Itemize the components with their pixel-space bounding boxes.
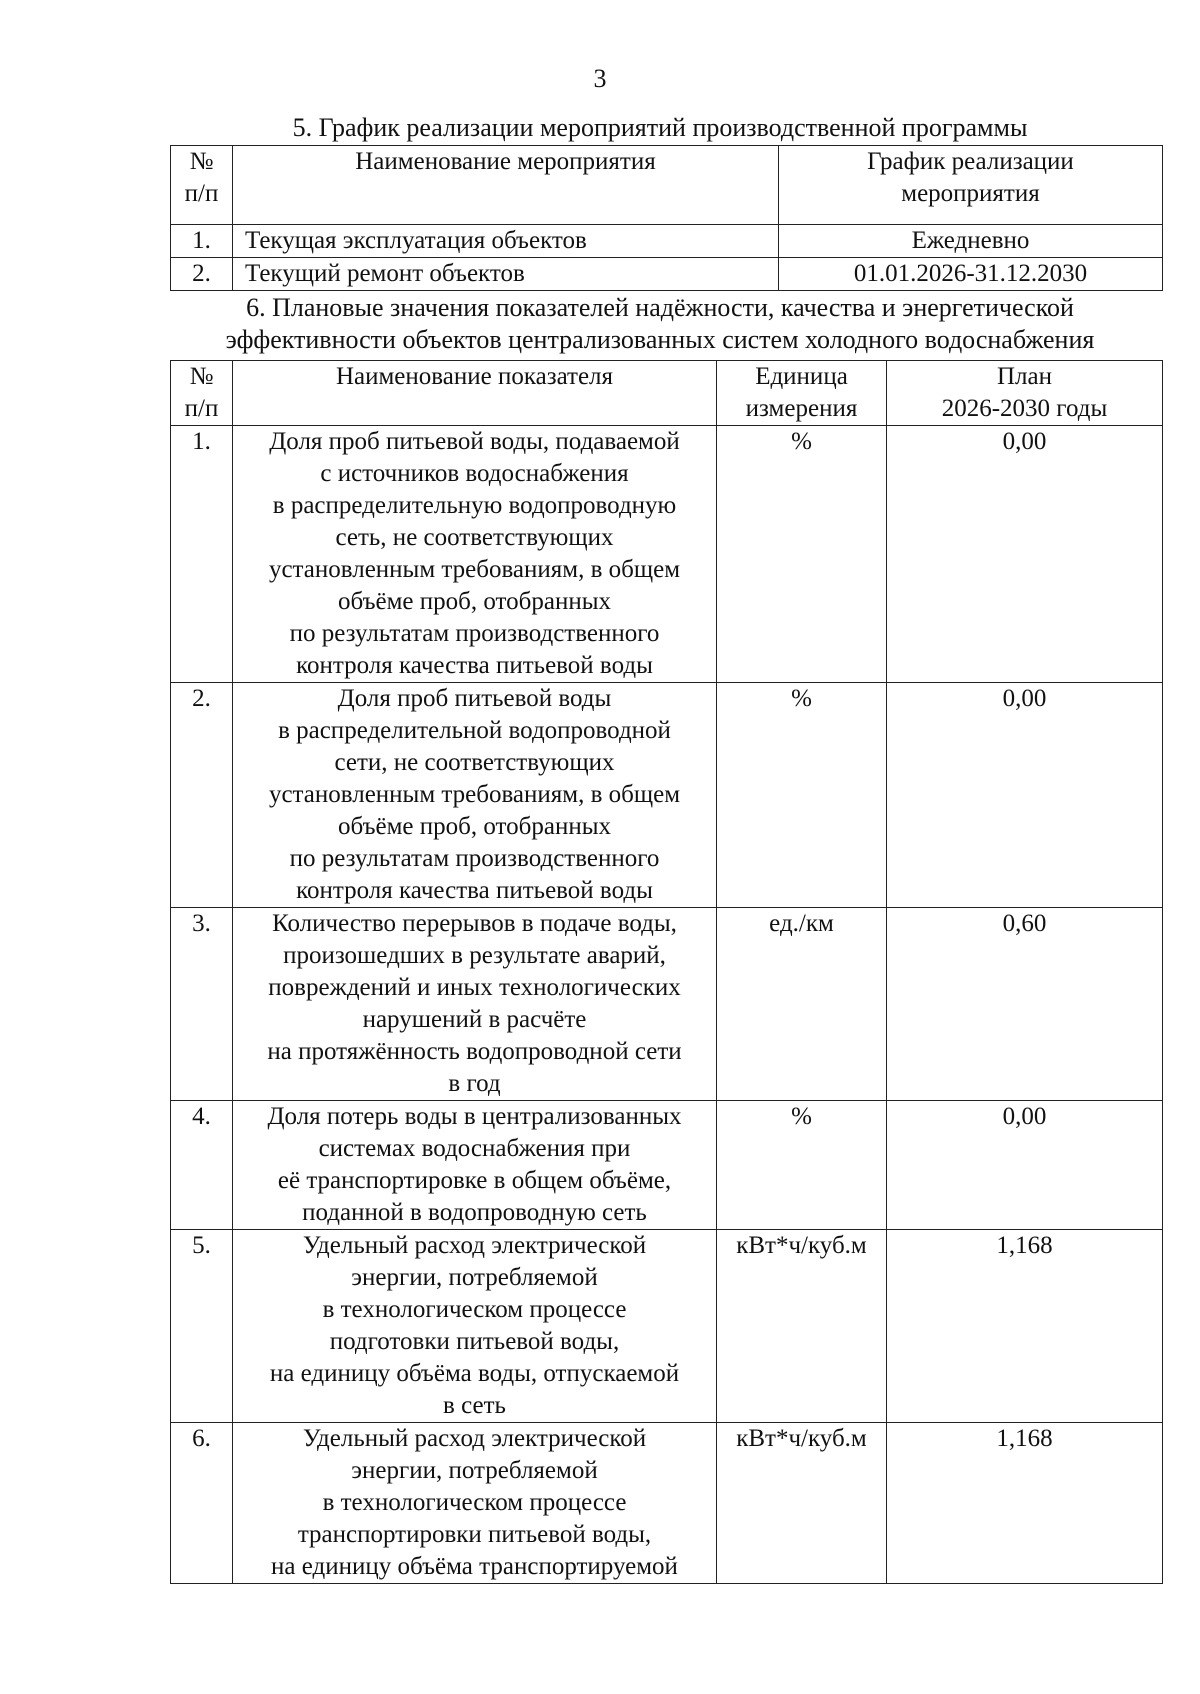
row-unit: кВт*ч/куб.м [717,1230,887,1423]
row-schedule: Ежедневно [779,225,1163,258]
table-row [171,683,1163,908]
row-indicator-name: Доля потерь воды в централизованных системах водоснабжения при её транспортировке в общем объёме, поданной в водопроводную сеть [233,1101,717,1230]
row-num: 4. [171,1101,233,1230]
row-unit: кВт*ч/куб.м [717,1423,887,1584]
header-schedule: График реализации мероприятия [779,146,1163,225]
indicators-table [170,360,1163,1584]
row-num: 2. [171,683,233,908]
row-schedule: 01.01.2026-31.12.2030 [779,258,1163,291]
header-plan: План 2026-2030 годы [887,361,1163,426]
row-unit: % [717,426,887,683]
table-row [171,225,1163,258]
row-plan: 0,60 [887,908,1163,1101]
row-plan: 0,00 [887,1101,1163,1230]
row-num: 6. [171,1423,233,1584]
row-plan: 1,168 [887,1230,1163,1423]
header-unit: Единица измерения [717,361,887,426]
row-plan: 0,00 [887,683,1163,908]
section-5-title: 5. График реализации мероприятий производственной программы [292,113,1028,142]
table-header-row [171,361,1163,426]
row-event-name: Текущий ремонт объектов [233,258,779,291]
row-indicator-name: Удельный расход электрической энергии, потребляемой в технологическом процессе подготовки питьевой воды, на единицу объёма воды, отпускаемой в сеть [233,1230,717,1423]
row-event-name: Текущая эксплуатация объектов [233,225,779,258]
row-indicator-name: Количество перерывов в подаче воды, произошедших в результате аварий, повреждений и иных технологических нарушений в расчёте на протяжённость водопроводной сети в год [233,908,717,1101]
row-unit: % [717,683,887,908]
table-row [171,258,1163,291]
section-6-title: 6. Плановые значения показателей надёжности, качества и энергетической эффективности объектов централизованных систем холодного водоснабжения [225,293,1095,354]
header-indicator-name: Наименование показателя [233,361,717,426]
row-indicator-name: Доля проб питьевой воды, подаваемой с источников водоснабжения в распределительную водопроводную сеть, не соответствующих установленным требованиям, в общем объёме проб, отобранных по результатам производственного контроля качества питьевой воды [233,426,717,683]
row-plan: 1,168 [887,1423,1163,1584]
row-num: 1. [171,426,233,683]
header-num: № п/п [171,146,233,225]
table-row [171,1423,1163,1584]
implementation-schedule-table [170,145,1163,291]
page-number: 3 [593,64,607,93]
row-num: 2. [171,258,233,291]
row-plan: 0,00 [887,426,1163,683]
header-num: № п/п [171,361,233,426]
table-row [171,1230,1163,1423]
row-num: 1. [171,225,233,258]
table-row [171,908,1163,1101]
header-event-name: Наименование мероприятия [233,146,779,225]
row-num: 3. [171,908,233,1101]
table-row [171,426,1163,683]
row-indicator-name: Доля проб питьевой воды в распределительной водопроводной сети, не соответствующих установленным требованиям, в общем объёме проб, отобранных по результатам производственного контроля качества питьевой воды [233,683,717,908]
row-num: 5. [171,1230,233,1423]
row-unit: % [717,1101,887,1230]
table-header-row [171,146,1163,225]
row-unit: ед./км [717,908,887,1101]
row-indicator-name: Удельный расход электрической энергии, потребляемой в технологическом процессе транспортировки питьевой воды, на единицу объёма транспортируемой [233,1423,717,1584]
table-row [171,1101,1163,1230]
